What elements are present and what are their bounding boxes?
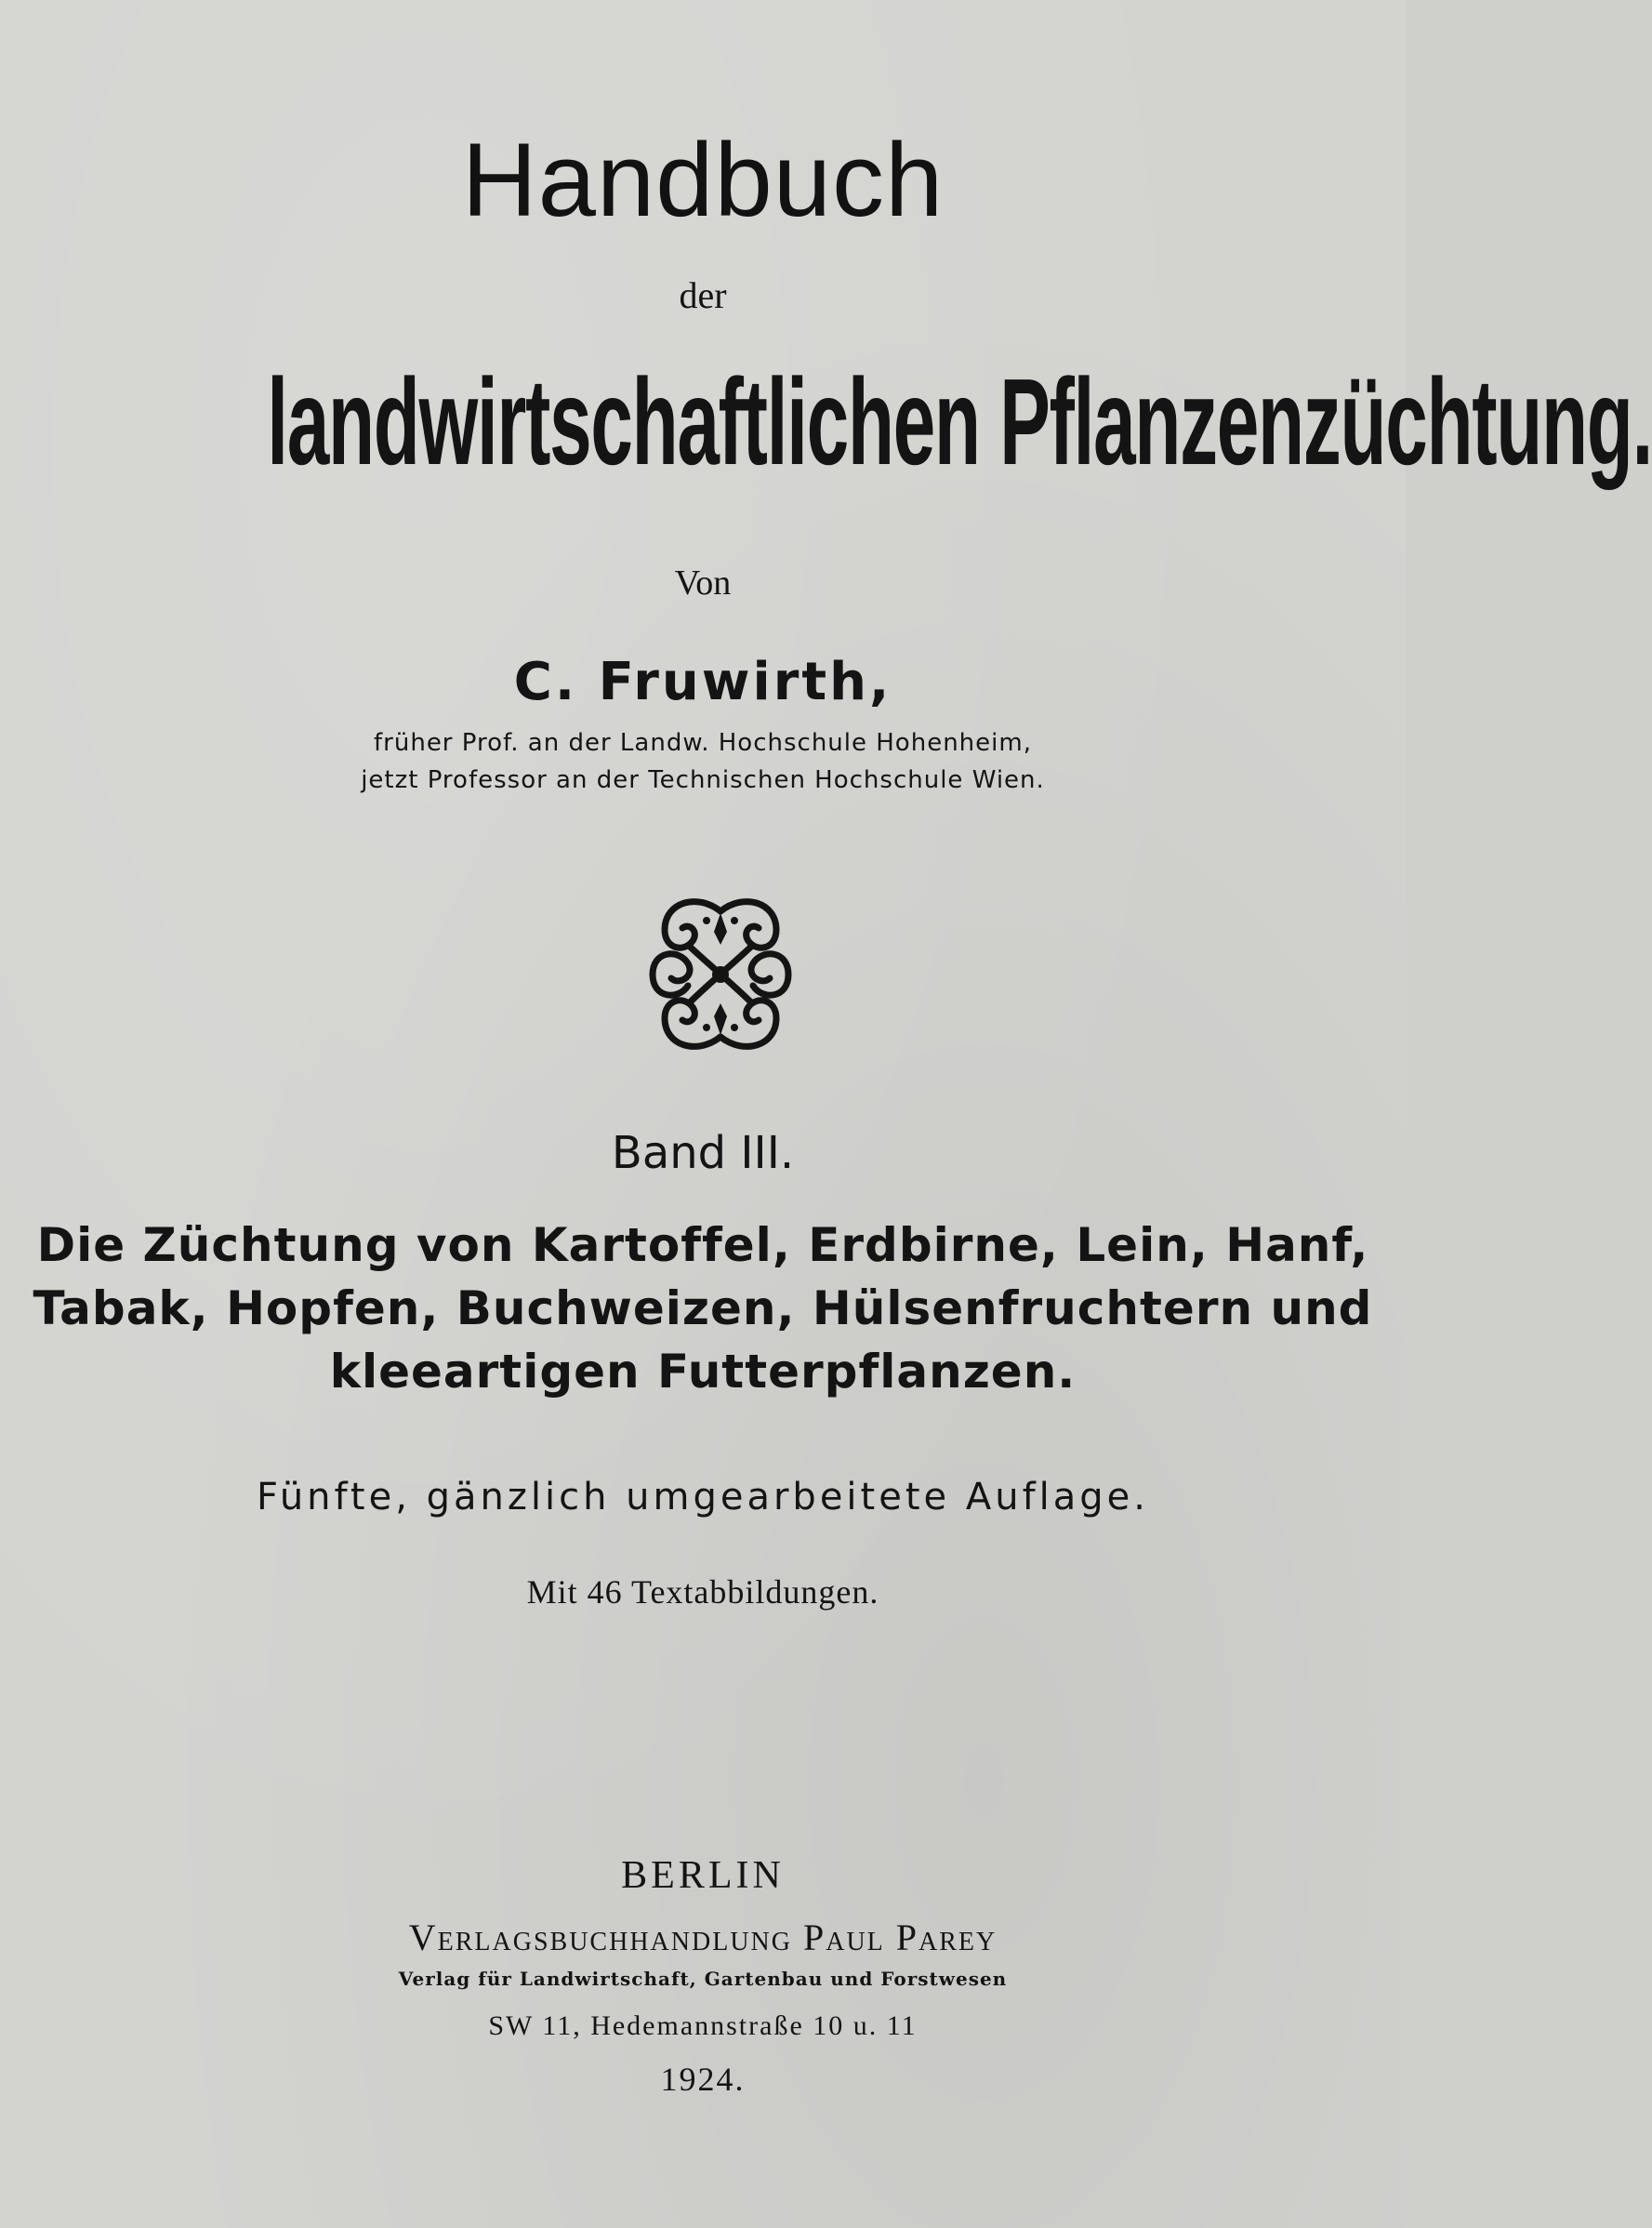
illustrations-note: Mit 46 Textabbildungen. xyxy=(526,1573,879,1611)
publisher-name: Verlagsbuchhandlung Paul Parey xyxy=(408,1916,998,1958)
edition-note: Fünfte, gänzlich umgearbeitete Auflage. xyxy=(257,1476,1149,1518)
byline-label: Von xyxy=(674,564,732,603)
volume-title-line-1: Die Züchtung von Kartoffel, Erdbirne, Lein, Hanf, xyxy=(36,1218,1369,1272)
author-affiliation-former: früher Prof. an der Landw. Hochschule Hohenheim, xyxy=(374,729,1032,757)
volume-title-line-2: Tabak, Hopfen, Buchweizen, Hülsenfruchtern und xyxy=(33,1281,1373,1335)
author-name: C. Fruwirth, xyxy=(513,652,892,712)
author-affiliation-current: jetzt Professor an der Technischen Hochschule Wien. xyxy=(361,766,1045,794)
volume-number: Band III. xyxy=(611,1127,795,1179)
title-connector: der xyxy=(679,274,727,316)
volume-title-line-3: kleeartigen Futterpflanzen. xyxy=(329,1345,1077,1399)
publication-year: 1924. xyxy=(660,2061,746,2098)
publication-city: BERLIN xyxy=(621,1854,785,1897)
publisher-address: SW 11, Hedemannstraße 10 u. 11 xyxy=(488,2010,918,2041)
floral-ornament-icon xyxy=(641,893,800,1055)
publisher-description: Verlag für Landwirtschaft, Gartenbau und Forstwesen xyxy=(398,1968,1008,1990)
book-subtitle: landwirtschaftlichen Pflanzenzüchtung. xyxy=(267,353,1652,490)
book-title: Handbuch xyxy=(461,122,945,238)
